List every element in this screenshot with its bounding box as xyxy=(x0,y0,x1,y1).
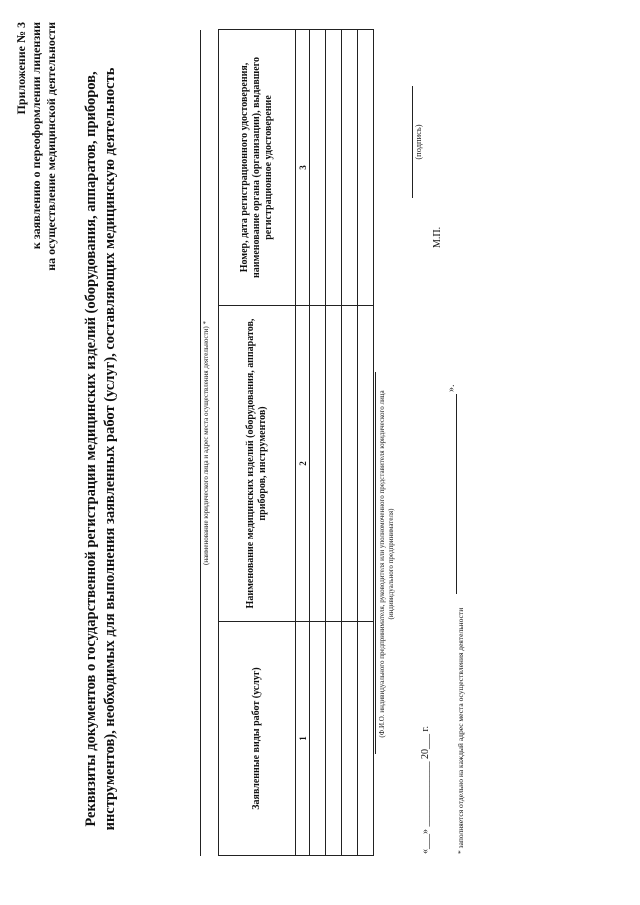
table-cell[interactable] xyxy=(342,306,358,622)
date-close-quote: » xyxy=(420,829,431,834)
fio-caption-line-1: (Ф.И.О. индивидуального предпринимателя, руководителя или уполномоченного представителя юридического лица xyxy=(378,390,386,738)
org-name-caption: (наименование юридического лица и адрес места осуществления деятельности) * xyxy=(202,321,210,565)
appendix-number: Приложение № 3 xyxy=(14,22,28,115)
fio-line xyxy=(375,372,376,754)
fio-caption xyxy=(378,344,396,784)
date-year-prefix: 20 xyxy=(420,749,431,759)
rotated-landscape-sheet xyxy=(8,14,620,884)
column-number-1: 1 xyxy=(296,622,310,856)
table-column-numbers xyxy=(296,30,310,856)
table-cell[interactable] xyxy=(342,30,358,306)
date-year-blank: ___ xyxy=(420,734,431,749)
table-cell[interactable] xyxy=(310,30,326,306)
fio-caption-line-2: (индивидуального предпринимателя) xyxy=(387,508,395,620)
table-row xyxy=(358,30,374,856)
stamp-place: М.П. xyxy=(432,226,443,248)
table-cell[interactable] xyxy=(326,306,342,622)
closing-blank-line xyxy=(456,394,457,594)
table-cell[interactable] xyxy=(358,622,374,856)
table-cell[interactable] xyxy=(310,622,326,856)
footnote: * заполняется отдельно на каждый адрес места осуществления деятельности xyxy=(456,607,465,854)
table-header-row xyxy=(219,30,296,856)
title-line-1: Реквизиты документов о государственной регистрации медицинских изделий (оборудования, аппаратов, приборов, xyxy=(83,71,99,827)
column-number-2: 2 xyxy=(296,306,310,622)
table-row xyxy=(342,30,358,856)
title-line-2: инструментов), необходимых для выполнения заявленных работ (услуг), составляющих медицинскую деятельность xyxy=(102,67,118,831)
table-cell[interactable] xyxy=(342,622,358,856)
header-certificate: Номер, дата регистрационного удостоверения, наименование органа (организации), выдавшего регистрационное удостоверение xyxy=(219,30,296,306)
document-title xyxy=(82,14,120,884)
appendix-line-2: к заявлению о переоформлении лицензии xyxy=(29,22,43,250)
date-field[interactable] xyxy=(420,726,431,854)
table-cell[interactable] xyxy=(358,30,374,306)
table-cell[interactable] xyxy=(358,306,374,622)
signature-caption: (подпись) xyxy=(413,124,423,160)
appendix-header xyxy=(14,22,59,482)
header-services: Заявленные виды работ (услуг) xyxy=(219,622,296,856)
date-open-quote: « xyxy=(420,849,431,854)
table-cell[interactable] xyxy=(326,30,342,306)
table-cell[interactable] xyxy=(310,306,326,622)
table-row xyxy=(310,30,326,856)
org-name-line xyxy=(200,30,201,856)
column-number-3: 3 xyxy=(296,30,310,306)
registration-table xyxy=(218,30,374,856)
table-cell[interactable] xyxy=(326,622,342,856)
appendix-line-3: на осуществление медицинской деятельности xyxy=(44,22,58,271)
closing-quote: ». xyxy=(446,384,457,392)
date-day-blank: ___ xyxy=(420,834,431,849)
date-month-blank: _____________ xyxy=(420,761,431,827)
date-year-suffix: г. xyxy=(420,726,431,732)
table-row xyxy=(326,30,342,856)
header-devices: Наименование медицинских изделий (оборудования, аппаратов, приборов, инструментов) xyxy=(219,306,296,622)
